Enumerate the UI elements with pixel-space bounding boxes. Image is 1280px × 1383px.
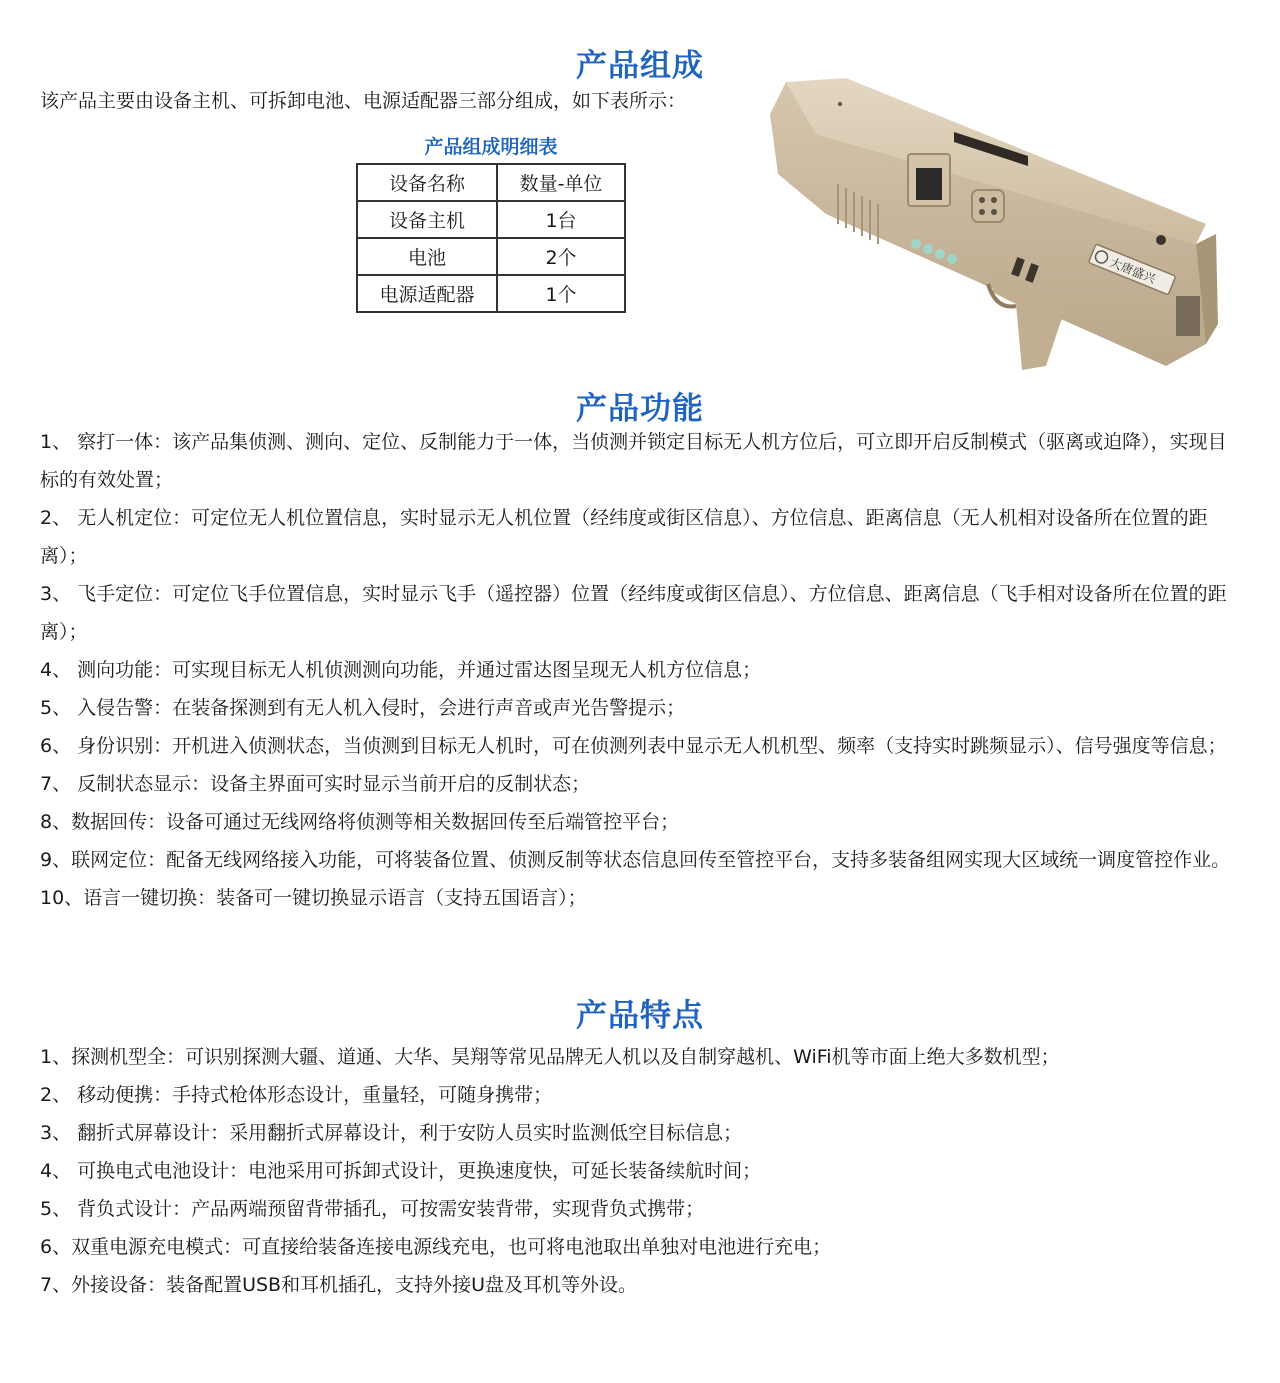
list-item: 8、数据回传：设备可通过无线网络将侦测等相关数据回传至后端管控平台；: [40, 811, 680, 833]
list-item: 10、语言一键切换：装备可一键切换显示语言（支持五国语言）；: [40, 887, 587, 909]
table-header-name: 设备名称: [357, 164, 497, 201]
list-item: 7、 反制状态显示：设备主界面可实时显示当前开启的反制状态；: [40, 773, 591, 795]
table-row: [357, 238, 625, 275]
list-item: 4、 可换电式电池设计：电池采用可拆卸式设计，更换速度快，可延长装备续航时间；: [40, 1160, 762, 1182]
features-list: [40, 1038, 1232, 1304]
functions-title: 产品功能: [576, 391, 704, 427]
device-control-pad: [972, 190, 1004, 222]
table-header-row: [357, 164, 625, 201]
table-cell: 2个: [497, 238, 625, 275]
table-cell: 设备主机: [357, 201, 497, 238]
table-cell: 电源适配器: [357, 275, 497, 312]
list-item: 7、外接设备：装备配置USB和耳机插孔，支持外接U盘及耳机等外设。: [40, 1274, 637, 1296]
table-cell: 电池: [357, 238, 497, 275]
list-item: 6、双重电源充电模式：可直接给装备连接电源线充电，也可将电池取出单独对电池进行充电；: [40, 1236, 832, 1258]
list-item: 9、联网定位：配备无线网络接入功能，可将装备位置、侦测反制等状态信息回传至管控平台，支持多装备组网实现大区域统一调度管控作业。: [40, 849, 1231, 871]
composition-title: 产品组成: [576, 48, 704, 84]
table-header-quantity: 数量-单位: [497, 164, 625, 201]
features-title: 产品特点: [576, 998, 704, 1034]
table-row: [357, 275, 625, 312]
list-item: 4、 测向功能：可实现目标无人机侦测测向功能，并通过雷达图呈现无人机方位信息；: [40, 659, 762, 681]
list-item: 1、探测机型全：可识别探测大疆、道通、大华、昊翔等常见品牌无人机以及自制穿越机、WiFi机等市面上绝大多数机型；: [40, 1046, 1060, 1068]
list-item: 2、 移动便携：手持式枪体形态设计，重量轻，可随身携带；: [40, 1084, 553, 1106]
table-caption: 产品组成明细表: [424, 136, 558, 158]
composition-table: [356, 163, 626, 313]
list-item: 2、 无人机定位：可定位无人机位置信息，实时显示无人机位置（经纬度或街区信息）、方位信息、距离信息（无人机相对设备所在位置的距离）；: [40, 507, 1208, 567]
list-item: 3、 飞手定位：可定位飞手位置信息，实时显示飞手（遥控器）位置（经纬度或街区信息）、方位信息、距离信息（飞手相对设备所在位置的距离）；: [40, 583, 1227, 643]
device-screen: [916, 168, 942, 200]
device-usb-port: [1176, 296, 1200, 336]
functions-list: [40, 423, 1232, 917]
brand-logo-text: 大唐盛兴: [1107, 255, 1158, 287]
composition-intro: 该产品主要由设备主机、可拆卸电池、电源适配器三部分组成，如下表所示：: [40, 90, 687, 112]
device-port: [1156, 235, 1166, 245]
list-item: 5、 入侵告警：在装备探测到有无人机入侵时，会进行声音或声光告警提示；: [40, 697, 686, 719]
list-item: 5、 背负式设计：产品两端预留背带插孔，可按需安装背带，实现背负式携带；: [40, 1198, 705, 1220]
list-item: 3、 翻折式屏幕设计：采用翻折式屏幕设计，利于安防人员实时监测低空目标信息；: [40, 1122, 743, 1144]
table-cell: 1台: [497, 201, 625, 238]
table-row: [357, 201, 625, 238]
device-image: [766, 74, 1222, 374]
table-cell: 1个: [497, 275, 625, 312]
list-item: 6、 身份识别：开机进入侦测状态，当侦测到目标无人机时，可在侦测列表中显示无人机机型、频率（支持实时跳频显示）、信号强度等信息；: [40, 735, 1227, 757]
list-item: 1、 察打一体：该产品集侦测、测向、定位、反制能力于一体，当侦测并锁定目标无人机方位后，可立即开启反制模式（驱离或迫降），实现目标的有效处置；: [40, 431, 1227, 491]
